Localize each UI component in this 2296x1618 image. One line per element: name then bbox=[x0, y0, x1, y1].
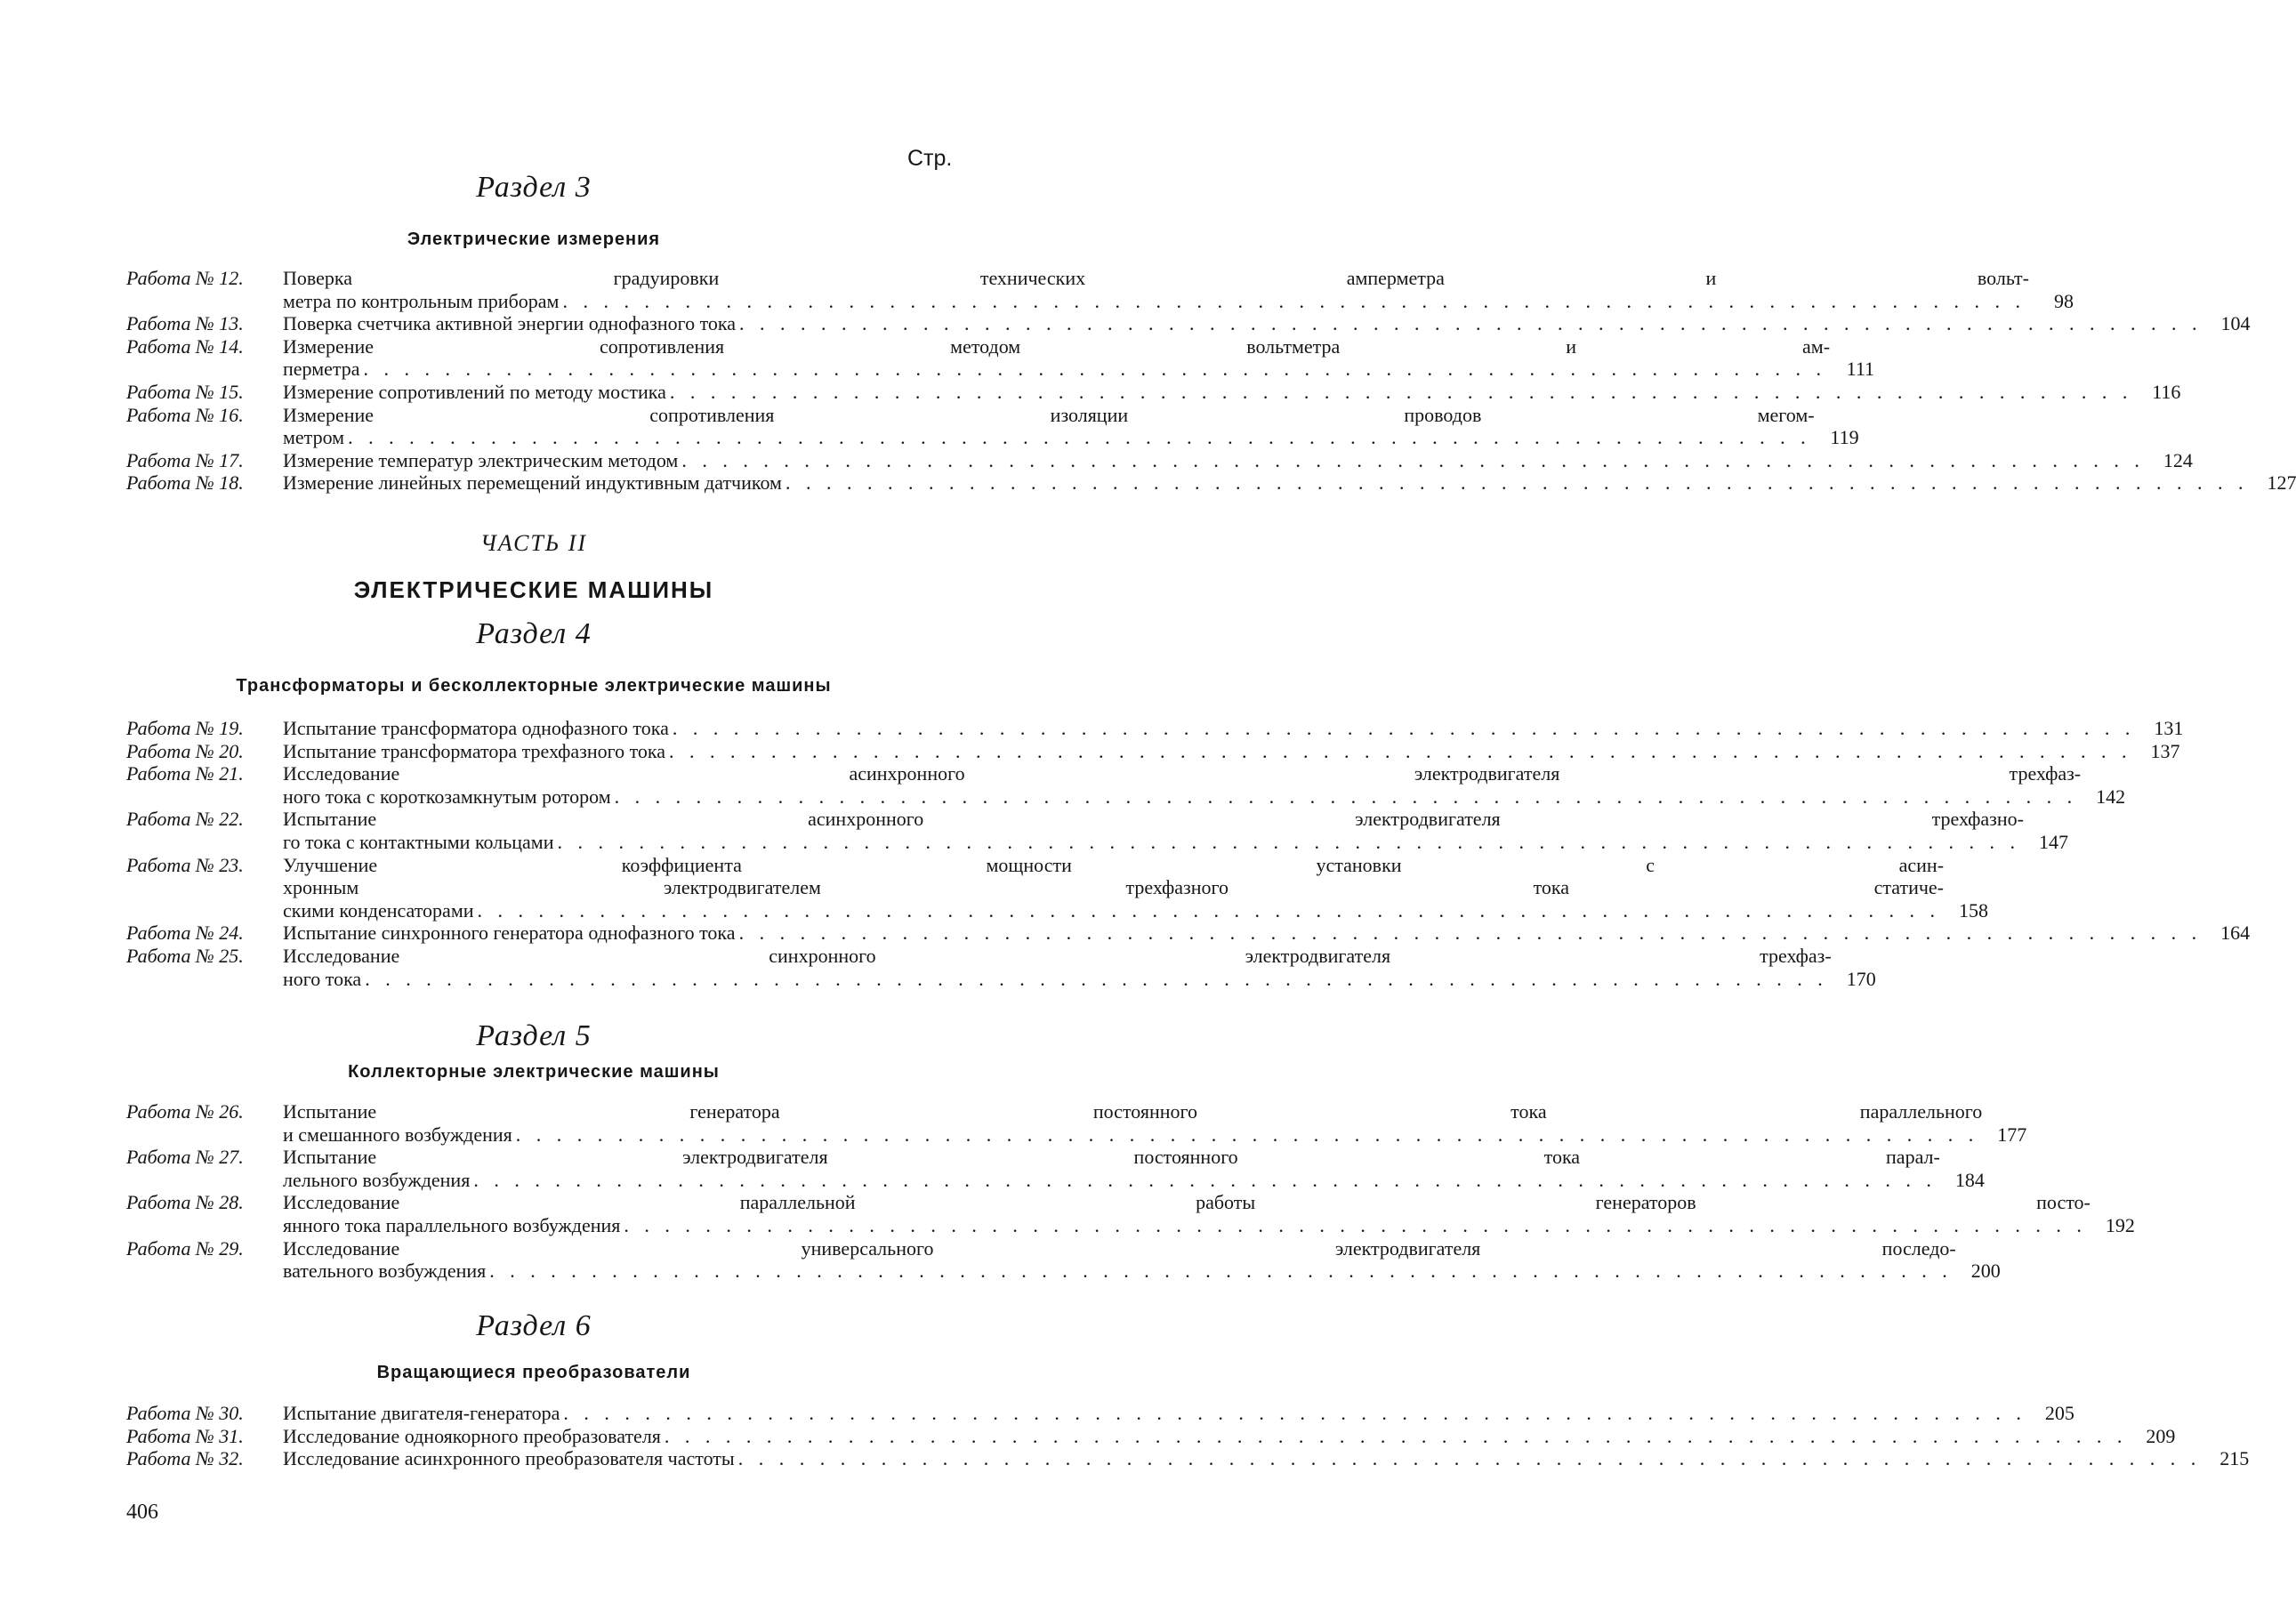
dot-leader bbox=[364, 358, 1827, 381]
toc-entry-label: Работа № 14. bbox=[126, 334, 244, 358]
dot-leader bbox=[615, 785, 2078, 809]
section-3-title: Электрические измерения bbox=[407, 229, 661, 249]
toc-entry-label: Работа № 12. bbox=[126, 267, 244, 289]
toc-entry bbox=[126, 1236, 2001, 1283]
dot-leader bbox=[739, 312, 2203, 335]
toc-entry-line bbox=[283, 358, 1874, 381]
toc-entry bbox=[126, 448, 2193, 472]
toc-entry-text: Испытание синхронного генератора однофазного тока bbox=[283, 922, 736, 945]
toc-entry-text: Измерение сопротивления методом вольтметра и ам- bbox=[283, 334, 1831, 358]
toc-entry-text: ного тока bbox=[283, 967, 362, 990]
toc-entry bbox=[126, 922, 2251, 945]
toc-entry-text: Измерение температур электрическим методом bbox=[283, 448, 679, 471]
dot-leader bbox=[365, 968, 1828, 991]
toc-entry-body bbox=[283, 404, 1859, 449]
toc-entry-label: Работа № 23. bbox=[126, 853, 244, 876]
toc-entry-text: метра по контрольным приборам bbox=[283, 289, 560, 312]
dot-leader bbox=[673, 717, 2136, 740]
toc-entry-label: Работа № 17. bbox=[126, 448, 244, 471]
toc-entry-text: Исследование универсального электродвигателя последо- bbox=[283, 1236, 1956, 1260]
toc-entry-text: Измерение линейных перемещений индуктивным датчиком bbox=[283, 471, 782, 495]
toc-entry-body bbox=[283, 762, 2125, 808]
toc-entry-text: Исследование параллельной работы генераторов посто- bbox=[283, 1191, 2091, 1214]
toc-entry-line bbox=[283, 335, 1874, 358]
toc-entry-text: Измерение сопротивлений по методу мостика bbox=[283, 380, 666, 403]
toc-entry-line bbox=[283, 876, 1988, 899]
toc-entry bbox=[126, 1402, 2074, 1425]
toc-entry bbox=[126, 739, 2180, 763]
toc-entry-line bbox=[283, 968, 1876, 991]
toc-entry-label: Работа № 16. bbox=[126, 403, 244, 426]
toc-list-section-4 bbox=[126, 717, 2251, 990]
toc-entry-text: Испытание генератора постоянного тока параллельного bbox=[283, 1100, 1983, 1123]
dot-leader bbox=[681, 449, 2145, 472]
toc-page-ref: 127 bbox=[2267, 471, 2296, 495]
toc-entry bbox=[126, 762, 2126, 808]
toc-entry-text: Испытание двигателя-генератора bbox=[283, 1402, 560, 1424]
toc-page-ref: 200 bbox=[1970, 1260, 2001, 1283]
toc-entry-body bbox=[283, 381, 2180, 404]
toc-entry-text: го тока с контактными кольцами bbox=[283, 830, 554, 853]
toc-entry bbox=[126, 808, 2068, 853]
toc-entry-line bbox=[283, 1447, 2249, 1470]
dot-leader bbox=[489, 1260, 1953, 1283]
toc-entry-text: Испытание трансформатора однофазного тока bbox=[283, 717, 669, 739]
toc-entry-text: Испытание асинхронного электродвигателя трехфазно- bbox=[283, 808, 2024, 831]
toc-entry-line bbox=[283, 1260, 2001, 1283]
dot-leader bbox=[557, 831, 2020, 854]
toc-entry bbox=[126, 1447, 2250, 1470]
toc-entry-body bbox=[283, 945, 1876, 990]
toc-list-section-3 bbox=[126, 267, 2296, 495]
toc-entry-label: Работа № 21. bbox=[126, 762, 244, 785]
toc-page-ref: 170 bbox=[1846, 967, 1876, 990]
dot-leader bbox=[563, 1402, 2026, 1425]
toc-entry-line bbox=[283, 762, 2125, 785]
dot-leader bbox=[516, 1123, 1979, 1147]
toc-entry-line bbox=[283, 449, 2193, 472]
toc-entry-line bbox=[283, 471, 2296, 495]
toc-entry-line bbox=[283, 426, 1859, 449]
toc-entry-line bbox=[283, 290, 2074, 313]
toc-entry-label: Работа № 22. bbox=[126, 808, 244, 831]
section-3-heading: Раздел 3 bbox=[476, 171, 592, 204]
toc-entry-label: Работа № 18. bbox=[126, 471, 244, 495]
toc-entry-text: Поверка счетчика активной энергии однофазного тока bbox=[283, 312, 737, 335]
dot-leader bbox=[785, 471, 2249, 495]
toc-entry-body bbox=[283, 471, 2296, 495]
toc-entry bbox=[126, 312, 2251, 335]
toc-entry-line bbox=[283, 1146, 1985, 1169]
toc-entry-text: вательного возбуждения bbox=[283, 1260, 487, 1283]
toc-entry bbox=[126, 471, 2296, 495]
toc-entry-line bbox=[283, 1100, 2026, 1123]
toc-entry-label: Работа № 20. bbox=[126, 739, 244, 762]
toc-entry-label: Работа № 24. bbox=[126, 922, 244, 945]
toc-entry-line bbox=[283, 1214, 2135, 1237]
page-column-label: Стр. bbox=[907, 146, 953, 171]
dot-leader bbox=[624, 1214, 2087, 1237]
toc-entry bbox=[126, 1424, 2176, 1448]
toc-page-ref: 98 bbox=[2053, 289, 2074, 312]
toc-entry-body bbox=[283, 1402, 2074, 1425]
toc-entry-line bbox=[283, 717, 2183, 740]
toc-page-ref: 164 bbox=[2220, 922, 2251, 945]
toc-entry-label: Работа № 13. bbox=[126, 312, 244, 335]
toc-entry-text: лельного возбуждения bbox=[283, 1168, 471, 1191]
toc-page-ref: 205 bbox=[2044, 1402, 2074, 1424]
toc-entry-body bbox=[283, 1100, 2026, 1146]
toc-entry-body bbox=[283, 267, 2074, 312]
toc-entry-body bbox=[283, 1191, 2135, 1236]
toc-entry-text: Испытание трансформатора трехфазного тока bbox=[283, 739, 666, 762]
toc-entry-label: Работа № 19. bbox=[126, 717, 244, 739]
toc-entry-text: Испытание электродвигателя постоянного тока парал- bbox=[283, 1146, 1940, 1169]
dot-leader bbox=[665, 1425, 2128, 1448]
toc-entry-text: Поверка градуировки технических амперметра и вольт- bbox=[283, 267, 2029, 289]
toc-entry-text: Исследование одноякорного преобразователя bbox=[283, 1424, 661, 1447]
toc-entry-body bbox=[283, 312, 2251, 335]
dot-leader bbox=[473, 1169, 1937, 1192]
toc-page-ref: 104 bbox=[2220, 312, 2251, 335]
toc-entry bbox=[126, 717, 2184, 740]
toc-page-ref: 119 bbox=[1830, 426, 1859, 449]
dot-leader bbox=[669, 740, 2132, 763]
toc-entry-body bbox=[283, 1146, 1985, 1191]
toc-entry-label: Работа № 31. bbox=[126, 1424, 244, 1447]
toc-page-ref: 184 bbox=[1954, 1168, 1985, 1191]
toc-entry-text: ного тока с короткозамкнутым ротором bbox=[283, 785, 611, 808]
toc-entry-text: скими конденсаторами bbox=[283, 898, 474, 922]
toc-entry-label: Работа № 27. bbox=[126, 1146, 244, 1169]
toc-page-ref: 147 bbox=[2038, 830, 2068, 853]
toc-entry bbox=[126, 267, 2074, 312]
section-6-heading: Раздел 6 bbox=[476, 1309, 592, 1342]
toc-list-section-6 bbox=[126, 1402, 2250, 1470]
toc-entry bbox=[126, 1100, 2027, 1146]
toc-page-ref: 124 bbox=[2163, 448, 2193, 471]
toc-entry bbox=[126, 944, 1876, 990]
toc-entry-label: Работа № 26. bbox=[126, 1100, 244, 1123]
toc-entry-text: Измерение сопротивления изоляции проводов мегом- bbox=[283, 403, 1815, 426]
toc-page-ref: 177 bbox=[1997, 1123, 2027, 1146]
section-5-title: Коллекторные электрические машины bbox=[348, 1062, 720, 1082]
toc-entry-text: Исследование синхронного электродвигателя трехфаз- bbox=[283, 944, 1832, 967]
toc-entry-line bbox=[283, 267, 2074, 290]
toc-page-ref: 209 bbox=[2146, 1424, 2176, 1447]
toc-page-ref: 137 bbox=[2150, 739, 2180, 762]
toc-entry-line bbox=[283, 808, 2068, 831]
toc-page-ref: 158 bbox=[1959, 898, 1989, 922]
toc-entry-label: Работа № 28. bbox=[126, 1191, 244, 1214]
toc-entry bbox=[126, 1191, 2135, 1236]
toc-entry-line bbox=[283, 854, 1988, 877]
toc-entry-line bbox=[283, 945, 1876, 968]
dot-leader bbox=[478, 899, 1941, 922]
toc-page-ref: 116 bbox=[2152, 380, 2181, 403]
toc-page-ref: 131 bbox=[2154, 717, 2184, 739]
toc-entry-line bbox=[283, 899, 1988, 922]
toc-entry-label: Работа № 30. bbox=[126, 1402, 244, 1424]
toc-entry-body bbox=[283, 1447, 2249, 1470]
part-2-title: ЭЛЕКТРИЧЕСКИЕ МАШИНЫ bbox=[353, 576, 714, 603]
toc-entry-line bbox=[283, 1237, 2001, 1260]
section-4-title: Трансформаторы и бесколлекторные электрические машины bbox=[236, 676, 832, 696]
toc-entry-text: Улучшение коэффициента мощности установки с асин- bbox=[283, 853, 1945, 876]
toc-entry-label: Работа № 29. bbox=[126, 1236, 244, 1260]
section-4-heading: Раздел 4 bbox=[476, 617, 592, 650]
dot-leader bbox=[348, 426, 1811, 449]
toc-entry-label: Работа № 15. bbox=[126, 380, 244, 403]
toc-entry-line bbox=[283, 1123, 2026, 1147]
toc-entry-text: метром bbox=[283, 426, 345, 449]
toc-entry-line bbox=[283, 381, 2180, 404]
toc-entry-line bbox=[283, 1169, 1985, 1192]
dot-leader bbox=[670, 381, 2133, 404]
toc-entry-line bbox=[283, 1191, 2135, 1214]
toc-entry bbox=[126, 1146, 1985, 1191]
toc-list-section-5 bbox=[126, 1100, 2135, 1283]
toc-entry-text: хронным электродвигателем трехфазного тока статиче- bbox=[283, 876, 1945, 899]
toc-entry-text: и смешанного возбуждения bbox=[283, 1123, 512, 1146]
toc-entry bbox=[126, 853, 1989, 922]
toc-entry bbox=[126, 380, 2181, 404]
toc-entry-body bbox=[283, 1237, 2001, 1283]
toc-entry-text: перметра bbox=[283, 358, 360, 381]
toc-entry-line bbox=[283, 404, 1859, 427]
toc-entry-body bbox=[283, 717, 2183, 740]
toc-entry-body bbox=[283, 808, 2068, 853]
toc-page-ref: 215 bbox=[2219, 1447, 2250, 1470]
toc-page-ref: 142 bbox=[2096, 785, 2126, 808]
toc-entry-line bbox=[283, 1425, 2175, 1448]
page-number: 406 bbox=[126, 1501, 158, 1524]
toc-entry bbox=[126, 403, 1859, 449]
toc-entry bbox=[126, 334, 1875, 381]
toc-entry-line bbox=[283, 1402, 2074, 1425]
dot-leader bbox=[738, 1447, 2202, 1470]
toc-entry-body bbox=[283, 1425, 2175, 1448]
toc-entry-body bbox=[283, 449, 2193, 472]
toc-entry-line bbox=[283, 785, 2125, 809]
toc-entry-line bbox=[283, 831, 2068, 854]
toc-page-ref: 111 bbox=[1846, 358, 1875, 381]
toc-entry-text: Исследование асинхронного электродвигателя трехфаз- bbox=[283, 762, 2082, 785]
toc-entry-label: Работа № 25. bbox=[126, 944, 244, 967]
toc-entry-text: Исследование асинхронного преобразователя частоты bbox=[283, 1447, 735, 1470]
toc-entry-line bbox=[283, 312, 2251, 335]
toc-entry-line bbox=[283, 740, 2180, 763]
toc-entry-label: Работа № 32. bbox=[126, 1447, 244, 1470]
toc-entry-text: янного тока параллельного возбуждения bbox=[283, 1213, 621, 1236]
toc-entry-line bbox=[283, 922, 2250, 945]
dot-leader bbox=[739, 922, 2203, 945]
toc-entry-body bbox=[283, 740, 2180, 763]
toc-entry-body bbox=[283, 922, 2250, 945]
toc-entry-body bbox=[283, 335, 1874, 381]
section-5-heading: Раздел 5 bbox=[476, 1019, 592, 1052]
dot-leader bbox=[562, 290, 2026, 313]
toc-entry-body bbox=[283, 854, 1988, 922]
part-2-heading: ЧАСТЬ II bbox=[479, 530, 588, 556]
section-6-title: Вращающиеся преобразователи bbox=[376, 1363, 691, 1382]
toc-page-ref: 192 bbox=[2105, 1213, 2135, 1236]
